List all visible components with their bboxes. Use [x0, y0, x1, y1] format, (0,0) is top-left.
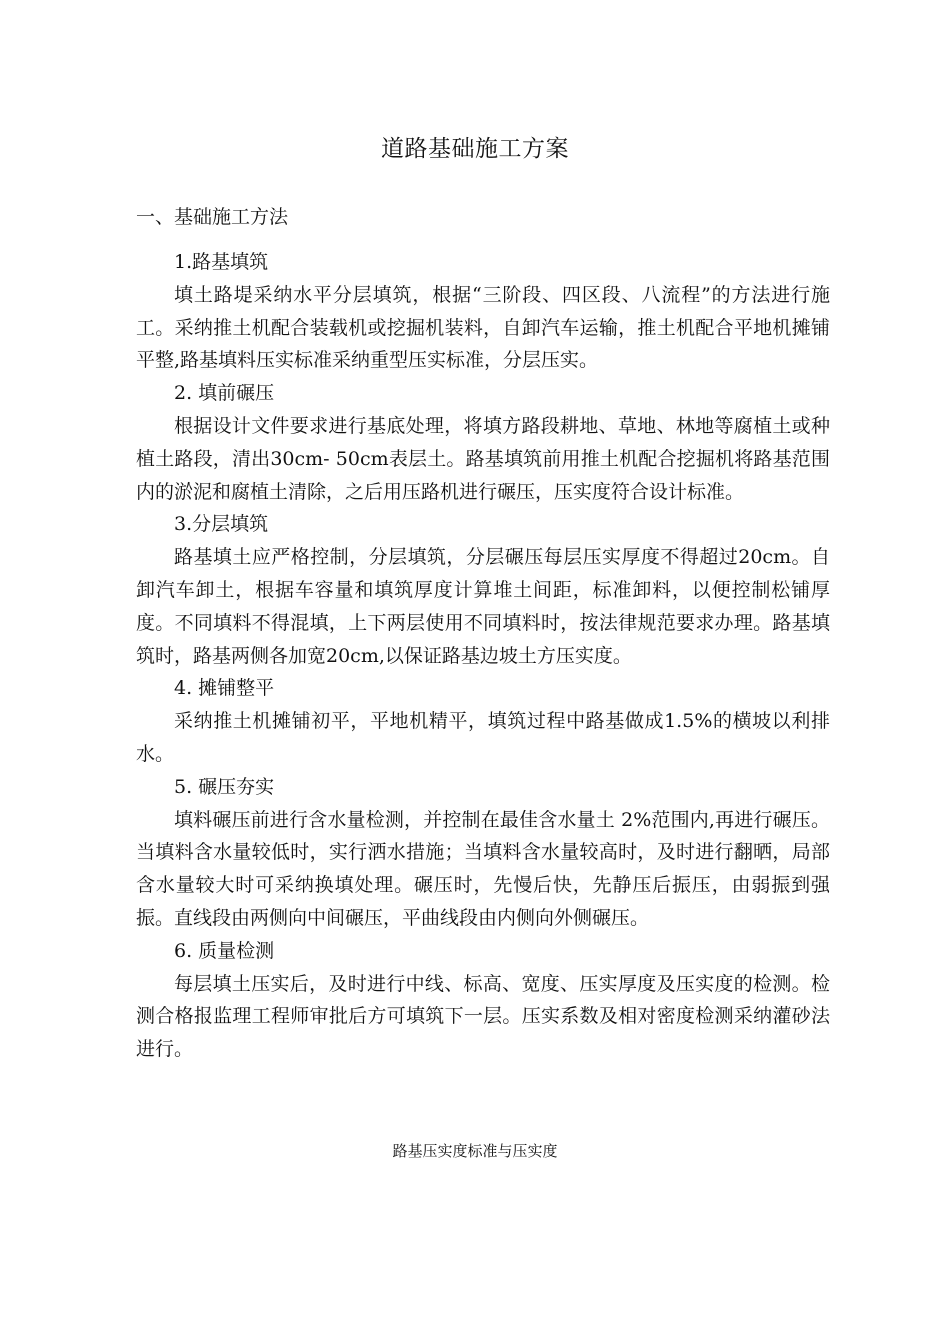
subheading-1: 1.路基填筑	[174, 251, 269, 273]
section-heading: 一、基础施工方法	[136, 206, 289, 228]
subheading-5: 5. 碾压夯实	[174, 775, 275, 798]
subheading-4: 4. 摊铺整平	[174, 677, 275, 700]
table-caption: 路基压实度标准与压实度	[392, 1142, 558, 1160]
paragraph-2: 根据设计文件要求进行基底处理，将填方路段耕地、草地、林地等腐植土或种植土路段，清出30cm- 50cm表层土。路基填筑前用推土机配合挖掘机将路基范围内的淤泥和腐植土清除，之后用压路机进行碾压，压实度符合设计标准。	[136, 414, 830, 503]
subheading-3: 3.分层填筑	[174, 513, 269, 536]
paragraph-3: 路基填土应严格控制，分层填筑，分层碾压每层压实厚度不得超过20cm。自卸汽车卸土，根据车容量和填筑厚度计算堆土间距，标准卸料，以便控制松铺厚度。不同填料不得混填，上下两层使用不同填料时，按法律规范要求办理。路基填筑时，路基两侧各加宽20cm,以保证路基边坡土方压实度。	[136, 546, 830, 667]
page-title: 道路基础施工方案	[381, 136, 569, 162]
paragraph-4: 采纳推土机摊铺初平，平地机精平，填筑过程中路基做成1.5%的横坡以利排水。	[136, 710, 830, 765]
paragraph-5: 填料碾压前进行含水量检测，并控制在最佳含水量土 2%范围内,再进行碾压。当填料含水量较低时，实行洒水措施；当填料含水量较高时，及时进行翻晒，局部含水量较大时可采纳换填处理。碾压时，先慢后快，先静压后振压，由弱振到强振。直线段由两侧向中间碾压，平曲线段由内侧向外侧碾压。	[136, 808, 830, 929]
subheading-6: 6. 质量检测	[174, 939, 275, 962]
document-body	[136, 246, 830, 1066]
subheading-2: 2. 填前碾压	[174, 382, 275, 405]
paragraph-1: 填土路堤采纳水平分层填筑，根据“三阶段、四区段、八流程”的方法进行施工。采纳推土机配合装载机或挖掘机装料，自卸汽车运输，推土机配合平地机摊铺平整,路基填料压实标准采纳重型压实标准，分层压实。	[136, 283, 830, 372]
paragraph-6: 每层填土压实后，及时进行中线、标高、宽度、压实厚度及压实度的检测。检测合格报监理工程师审批后方可填筑下一层。压实系数及相对密度检测采纳灌砂法进行。	[136, 972, 830, 1061]
